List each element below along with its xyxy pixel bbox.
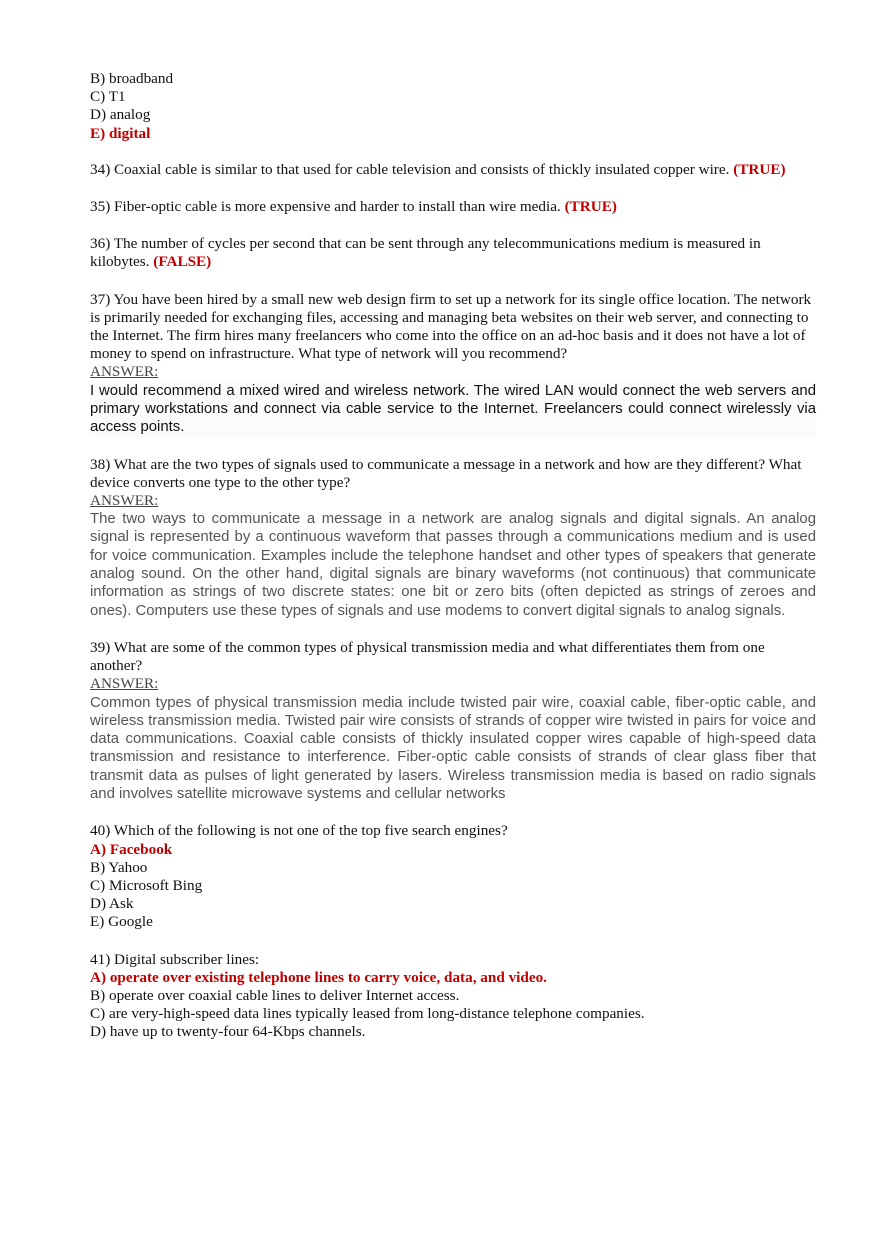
answer-label: ANSWER: — [90, 675, 159, 693]
option-c: C) are very-high-speed data lines typically leased from long-distance telephone companies. — [90, 1005, 645, 1023]
option-b: B) operate over coaxial cable lines to deliver Internet access. — [90, 986, 460, 1004]
option-c: C) Microsoft Bing — [90, 876, 203, 894]
true-false-answer: (TRUE) — [564, 198, 617, 216]
correct-answer: A) operate over existing telephone lines to carry voice, data, and video. — [90, 968, 547, 986]
question-34 — [90, 161, 816, 179]
question-38 — [90, 456, 816, 620]
question-text: 34) Coaxial cable is similar to that used for cable television and consists of thickly insulated copper wire. — [90, 160, 730, 178]
answer-label: ANSWER: — [90, 491, 159, 509]
question-text: 38) What are the two types of signals used to communicate a message in a network and how are they different? What device converts one type to the other type? — [90, 455, 802, 491]
true-false-answer: (TRUE) — [733, 160, 786, 178]
answer-text: Common types of physical transmission media include twisted pair wire, coaxial cable, fiber-optic cable, and wireless transmission media. Twisted pair wire consists of strands of copper wire twisted in pairs for voice and data communications. Coaxial cable consists of thickly insulated copper wires capable of high-speed data transmission and resistance to interference. Fiber-optic cable consists of strands of clear glass fiber that transmit data as pulses of light generated by lasers. Wireless transmission media is based on radio signals and involves satellite microwave systems and cellular networks — [90, 694, 816, 803]
question-text: 35) Fiber-optic cable is more expensive and harder to install than wire media. — [90, 198, 561, 216]
question-text: 36) The number of cycles per second that can be sent through any telecommunications medium is measured in kilobytes. — [90, 235, 761, 271]
question-41 — [90, 951, 816, 1042]
option-d: D) have up to twenty-four 64-Kbps channels. — [90, 1023, 366, 1041]
question-39 — [90, 639, 816, 803]
correct-answer: E) digital — [90, 124, 151, 142]
question-text: 39) What are some of the common types of physical transmission media and what differentiates them from one another? — [90, 638, 765, 675]
question-35 — [90, 198, 816, 216]
true-false-answer: (FALSE) — [153, 253, 212, 271]
answer-label: ANSWER: — [90, 363, 159, 381]
option-c: C) T1 — [90, 88, 126, 106]
option-d: D) analog — [90, 106, 151, 124]
option-b: B) Yahoo — [90, 858, 148, 876]
question-40 — [90, 822, 816, 931]
question-text: 37) You have been hired by a small new web design firm to set up a network for its single office location. The network is primarily needed for exchanging files, accessing and managing beta websites on their web server, and connecting to the Internet. The firm hires many freelancers who come into the office on an ad-hoc basis and it does not have a lot of money to spend on infrastructure. What type of network will you recommend? — [90, 290, 812, 363]
option-d: D) Ask — [90, 895, 134, 913]
option-e: E) Google — [90, 913, 153, 931]
question-33-options — [90, 70, 816, 143]
option-b: B) broadband — [90, 70, 174, 87]
question-text: 41) Digital subscriber lines: — [90, 950, 260, 968]
answer-text: I would recommend a mixed wired and wireless network. The wired LAN would connect the web servers and primary workstations and connect via cable service to the Internet. Freelancers could connect wirelessly via access points. — [90, 382, 816, 436]
question-36 — [90, 235, 816, 271]
answer-text: The two ways to communicate a message in a network are analog signals and digital signals. An analog signal is represented by a continuous waveform that passes through a communications medium and is used for voice communication. Examples include the telephone handset and other types of speakers that generate analog sound. On the other hand, digital signals are binary waveforms (not continuous) that communicate information as strings of two discrete states: one bit or zero bits (often depicted as strings of zeroes and ones). Computers use these types of signals and use modems to convert digital signals to analog signals. — [90, 511, 816, 619]
question-37 — [90, 291, 816, 437]
correct-answer: A) Facebook — [90, 840, 173, 858]
document-page — [90, 70, 816, 1042]
question-text: 40) Which of the following is not one of the top five search engines? — [90, 822, 508, 840]
